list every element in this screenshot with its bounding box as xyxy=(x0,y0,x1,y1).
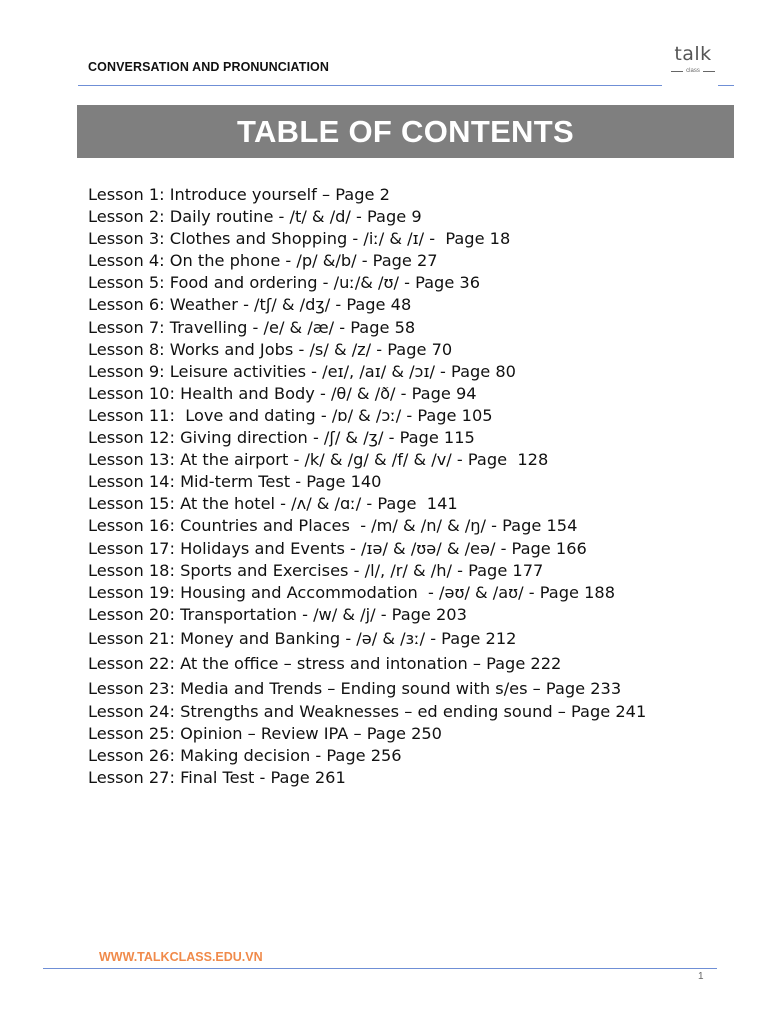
toc-item: Lesson 20: Transportation - /w/ & /j/ - Page 203 xyxy=(88,604,467,624)
logo-sub-line-left xyxy=(671,71,683,72)
toc-item: Lesson 15: At the hotel - /ʌ/ & /ɑː/ - Page 141 xyxy=(88,494,458,514)
toc-banner-title: TABLE OF CONTENTS xyxy=(237,113,574,149)
logo-sub-line-right xyxy=(703,71,715,72)
toc-list xyxy=(88,184,646,789)
page-number: 1 xyxy=(698,971,704,982)
toc-item: Lesson 26: Making decision - Page 256 xyxy=(88,746,402,766)
toc-item: Lesson 11: Love and dating - /ɒ/ & /ɔː/ - Page 105 xyxy=(88,405,493,425)
toc-item: Lesson 8: Works and Jobs - /s/ & /z/ - Page 70 xyxy=(88,339,453,359)
header-rule-right xyxy=(718,85,734,86)
toc-item: Lesson 12: Giving direction - /ʃ/ & /ʒ/ - Page 115 xyxy=(88,428,475,448)
logo-sub: class xyxy=(686,68,700,74)
toc-item: Lesson 19: Housing and Accommodation - /əʊ/ & /aʊ/ - Page 188 xyxy=(88,582,615,602)
header-rule xyxy=(78,85,662,86)
footer-url[interactable]: WWW.TALKCLASS.EDU.VN xyxy=(99,950,263,964)
toc-item: Lesson 5: Food and ordering - /uː/& /ʊ/ - Page 36 xyxy=(88,273,481,293)
toc-item: Lesson 22: At the office – stress and intonation – Page 222 xyxy=(88,653,562,673)
toc-item: Lesson 25: Opinion – Review IPA – Page 250 xyxy=(88,723,442,743)
talkclass-logo xyxy=(666,44,720,84)
toc-item: Lesson 27: Final Test - Page 261 xyxy=(88,768,346,788)
toc-item: Lesson 13: At the airport - /k/ & /g/ & /f/ & /v/ - Page 128 xyxy=(88,450,549,470)
logo-sub-row xyxy=(666,65,720,77)
toc-item: Lesson 23: Media and Trends – Ending sound with s/es – Page 233 xyxy=(88,678,622,698)
toc-item: Lesson 2: Daily routine - /t/ & /d/ - Page 9 xyxy=(88,207,422,227)
toc-item: Lesson 16: Countries and Places - /m/ & /n/ & /ŋ/ - Page 154 xyxy=(88,516,578,536)
toc-item: Lesson 10: Health and Body - /θ/ & /ð/ - Page 94 xyxy=(88,383,477,403)
toc-item: Lesson 3: Clothes and Shopping - /iː/ & /ɪ/ - Page 18 xyxy=(88,229,511,249)
toc-item: Lesson 24: Strengths and Weaknesses – ed ending sound – Page 241 xyxy=(88,701,647,721)
toc-item: Lesson 6: Weather - /tʃ/ & /dʒ/ - Page 48 xyxy=(88,295,412,315)
footer-rule xyxy=(43,968,717,969)
toc-item: Lesson 9: Leisure activities - /eɪ/, /aɪ/ & /ɔɪ/ - Page 80 xyxy=(88,361,516,381)
toc-banner xyxy=(77,105,734,158)
toc-item: Lesson 4: On the phone - /p/ &/b/ - Page 27 xyxy=(88,251,438,271)
toc-item: Lesson 18: Sports and Exercises - /l/, /r/ & /h/ - Page 177 xyxy=(88,560,544,580)
logo-word: talk xyxy=(674,43,712,65)
toc-item: Lesson 7: Travelling - /e/ & /æ/ - Page 58 xyxy=(88,317,416,337)
toc-item: Lesson 17: Holidays and Events - /ɪə/ & /ʊə/ & /eə/ - Page 166 xyxy=(88,538,587,558)
toc-item: Lesson 21: Money and Banking - /ə/ & /ɜː/ - Page 212 xyxy=(88,628,517,648)
toc-item: Lesson 14: Mid-term Test - Page 140 xyxy=(88,472,382,492)
header-title: CONVERSATION AND PRONUNCIATION xyxy=(88,60,329,74)
toc-item: Lesson 1: Introduce yourself – Page 2 xyxy=(88,185,390,204)
